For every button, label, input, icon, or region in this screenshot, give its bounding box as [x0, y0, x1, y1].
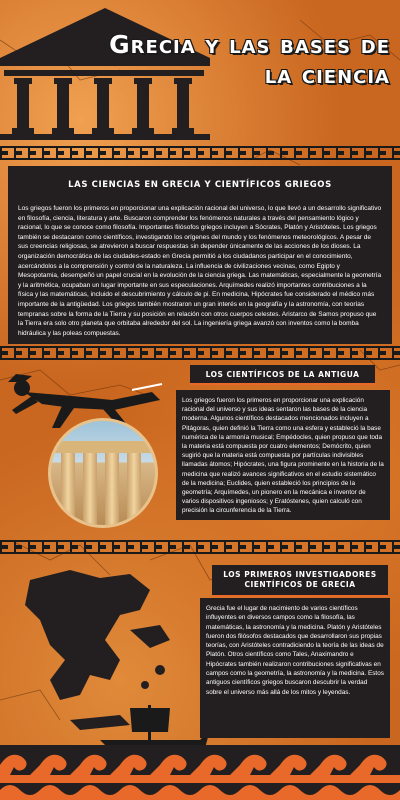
section-body: Los griegos fueron los primeros en proporcionar una explicación racional del universo y sus ideas sentaron las bases de la ciencia moderna. Algunos científicos destacados mencionados incluyen a Pitágoras, quien definió la Tierra como una esfera y estableció la base numérica de la armonía musical; Empédocles, quien propuso que toda la materia está compuesta por cuatro elementos; Demócrito, quien sugirió que la materia está compuesta por partículas indivisibles llamadas átomos; Hipócrates, una figura prominente en la historia de la medicina que realizó avances significativos en el estudio sistemático de la medicina; Euclides, quien estableció los principios de la geometría; Arquímedes, un pionero en la mecánica e inventor de varios dispositivos ingeniosos; y Eratóstenes, quien calculó con precisión la circunferencia de la Tierra.	[182, 397, 384, 515]
section-heading: LAS CIENCIAS EN GRECIA Y CIENTÍFICOS GRIEGOS	[68, 180, 332, 190]
parthenon-photo	[48, 418, 158, 528]
scientists-section	[176, 390, 390, 520]
heading-line-1: LOS PRIMEROS INVESTIGADORES	[223, 570, 377, 579]
title-line-1: Grecia y las bases de	[109, 30, 390, 59]
intro-section	[8, 166, 392, 344]
researchers-section	[200, 598, 390, 738]
greek-key-border	[0, 540, 400, 554]
greek-key-border	[0, 346, 400, 360]
greek-key-border	[0, 146, 400, 160]
section-heading-banner: LOS CIENTÍFICOS DE LA ANTIGUA	[190, 365, 375, 385]
section-heading-banner	[212, 565, 388, 597]
heading-line-2: CIENTÍFICOS DE GRECIA	[244, 580, 356, 589]
page-title	[100, 30, 390, 90]
section-body: Los griegos fueron los primeros en proporcionar una explicación racional del universo, lo que llevó a un desarrollo significativo en filosofía, ciencia, literatura y arte. Buscaron comprender los fenómenos naturales a través del pensamiento lógico y racional, lo que se conoce como filosofía. Importantes filósofos griegos incluyen a Sócrates, Platón y Aristóteles. Los griegos también se destacaron como científicos, investigando los orígenes del mundo y los fenómenos meteorológicos. A pesar de sus creencias religiosas, se atrevieron a buscar respuestas sin depender únicamente de las acciones de los dioses. La organización democrática de las ciudades-estado en Grecia permitió a los ciudadanos participar en el conocimiento, acercándolos a la comprensión y control de la naturaleza. La influencia de civilizaciones vecinas, como Egipto y Mesopotamia, desempeñó un papel crucial en la evolución de la ciencia griega. Las matemáticas, especialmente la geometría y la aritmética, ocupaban un lugar importante en sus especulaciones. Arquímedes realizó importantes contribuciones a la física y las matemáticas, incluido el descubrimiento y cálculo de pi. En medicina, Hipócrates fue considerado el médico más importante de la antigüedad. Los griegos también mostraron un gran interés en la geografía y la astronomía, con teorías tempranas sobre la forma de la Tierra y su posición en relación con otros cuerpos celestes. Aristarco de Samos propuso que la Tierra era solo otro planeta que orbitaba alrededor del sol. La ingeniería griega avanzó con inventos como la bomba hidráulica y las poleas compuestas.	[18, 205, 382, 337]
title-line-2: la ciencia	[264, 60, 390, 89]
section-body: Grecia fue el lugar de nacimiento de varios científicos influyentes en diversos campos como la filosofía, las matemáticas, la astronomía y la medicina. Platón y Aristóteles fueron dos filósofos destacados que desarrollaron sus propias teorías, con Aristóteles contradiciendo la teoría de las ideas de Platón. Otros científicos como Tales, Anaximandro e Hipócrates también realizaron contribuciones significativas en campos como la geometría, la astronomía y la medicina. Estos antiguos científicos griegos buscaron descubrir la verdad sobre el universo más allá de los mitos y leyendas.	[206, 605, 384, 696]
wave-border	[0, 745, 400, 800]
